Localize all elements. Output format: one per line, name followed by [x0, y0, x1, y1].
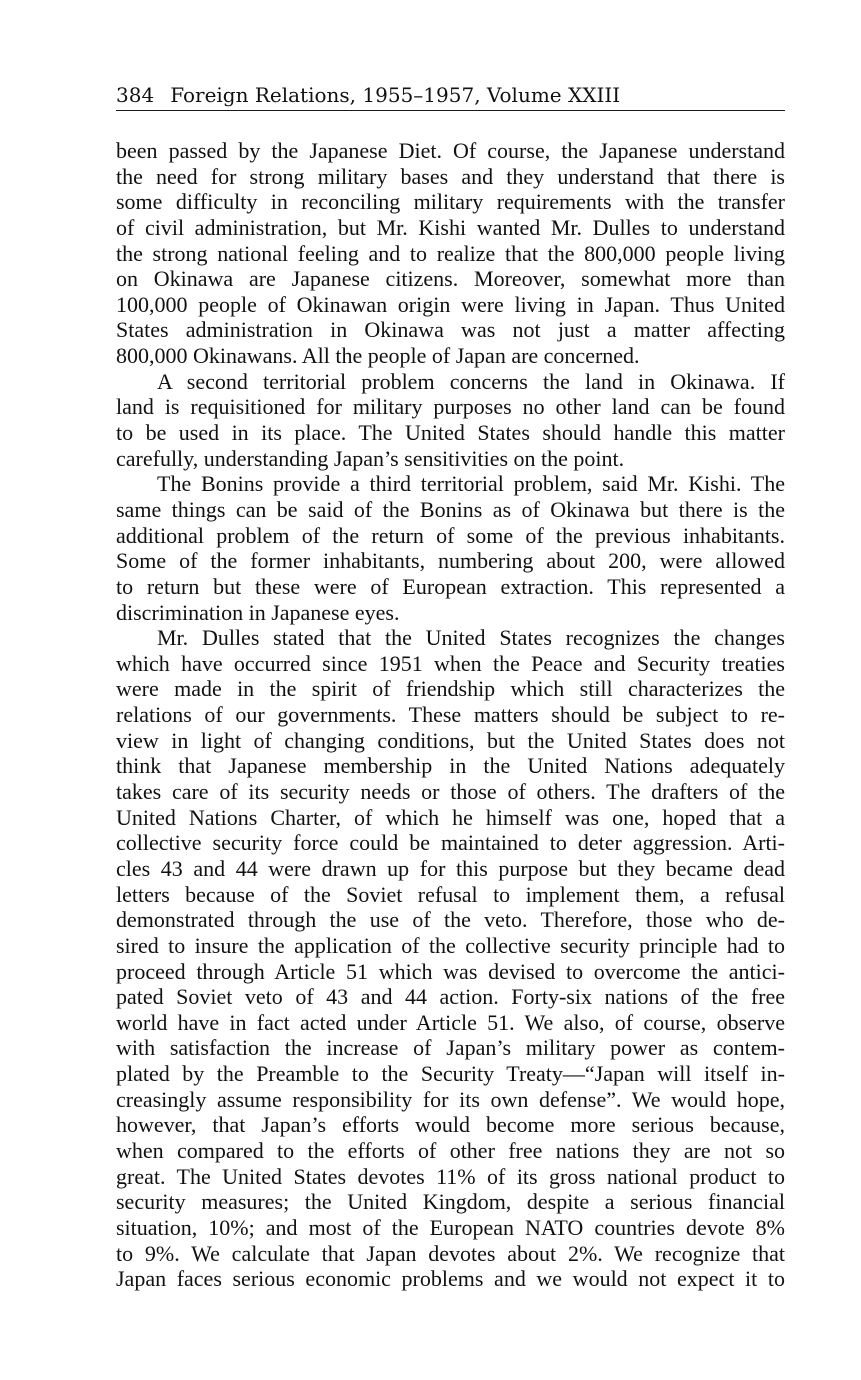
text-line: additional problem of the return of some of the previous inhabitants. — [116, 522, 785, 548]
text-line: the need for strong military bases and they understand that there is — [116, 163, 785, 189]
text-line: to return but these were of European extraction. This represented a — [116, 573, 785, 599]
page-number: 384 — [116, 83, 155, 107]
text-line: plated by the Preamble to the Security Treaty—“Japan will itself in- — [116, 1061, 785, 1087]
text-line: collective security force could be maintained to deter aggression. Arti- — [116, 830, 785, 856]
text-line: of civil administration, but Mr. Kishi wanted Mr. Dulles to understand — [116, 214, 785, 240]
text-line: however, that Japan’s efforts would become more serious because, — [116, 1112, 785, 1138]
text-line: A second territorial problem concerns the land in Okinawa. If — [157, 368, 785, 394]
text-line: land is requisitioned for military purposes no other land can be found — [116, 394, 785, 420]
text-line: letters because of the Soviet refusal to implement them, a refusal — [116, 881, 785, 907]
text-line: 800,000 Okinawans. All the people of Japan are concerned. — [116, 343, 640, 369]
text-line: view in light of changing conditions, but the United States does not — [116, 727, 785, 753]
text-line: carefully, understanding Japan’s sensitivities on the point. — [116, 445, 625, 471]
text-line: discrimination in Japanese eyes. — [116, 599, 400, 625]
text-line: Japan faces serious economic problems and we would not expect it to — [116, 1266, 785, 1292]
header-title: Foreign Relations, 1955–1957, Volume XXIII — [170, 83, 621, 107]
text-line: sired to insure the application of the collective security principle had to — [116, 932, 785, 958]
running-head — [116, 80, 785, 111]
text-line: to be used in its place. The United States should handle this matter — [116, 420, 785, 446]
text-line: proceed through Article 51 which was devised to overcome the antici- — [116, 958, 785, 984]
text-line: Some of the former inhabitants, numbering about 200, were allowed — [116, 548, 785, 574]
text-line: takes care of its security needs or those of others. The drafters of the — [116, 779, 785, 805]
text-line: been passed by the Japanese Diet. Of course, the Japanese understand — [116, 138, 785, 163]
paragraph-4 — [116, 625, 785, 1292]
text-line: demonstrated through the use of the veto. Therefore, those who de- — [116, 907, 785, 933]
text-line: security measures; the United Kingdom, despite a serious financial — [116, 1189, 785, 1215]
paragraph-3 — [116, 471, 785, 625]
text-line: when compared to the efforts of other free nations they are not so — [116, 1137, 785, 1163]
text-line: some difficulty in reconciling military requirements with the transfer — [116, 189, 785, 215]
paragraph-2 — [116, 369, 785, 472]
text-line: great. The United States devotes 11% of its gross national product to — [116, 1163, 785, 1189]
text-line: same things can be said of the Bonins as of Okinawa but there is the — [116, 496, 785, 522]
text-line: creasingly assume responsibility for its own defense”. We would hope, — [116, 1086, 785, 1112]
paragraph-1 — [116, 138, 785, 369]
text-line: Mr. Dulles stated that the United States recognizes the changes — [157, 625, 785, 651]
text-line: pated Soviet veto of 43 and 44 action. Forty-six nations of the free — [116, 984, 785, 1010]
text-line: situation, 10%; and most of the European NATO countries devote 8% — [116, 1214, 785, 1240]
body-text — [116, 138, 785, 1292]
text-line: 100,000 people of Okinawan origin were living in Japan. Thus United — [116, 291, 785, 317]
text-line: States administration in Okinawa was not just a matter affecting — [116, 317, 785, 343]
text-line: world have in fact acted under Article 51. We also, of course, observe — [116, 1009, 785, 1035]
text-line: cles 43 and 44 were drawn up for this purpose but they became dead — [116, 855, 785, 881]
text-line: The Bonins provide a third territorial problem, said Mr. Kishi. The — [157, 471, 785, 497]
text-line: which have occurred since 1951 when the Peace and Security treaties — [116, 650, 785, 676]
text-line: think that Japanese membership in the United Nations adequately — [116, 753, 785, 779]
text-line: were made in the spirit of friendship which still characterizes the — [116, 676, 785, 702]
text-line: with satisfaction the increase of Japan’s military power as contem- — [116, 1035, 785, 1061]
text-line: United Nations Charter, of which he himself was one, hoped that a — [116, 804, 785, 830]
text-line: the strong national feeling and to realize that the 800,000 people living — [116, 240, 785, 266]
text-line: on Okinawa are Japanese citizens. Moreover, somewhat more than — [116, 266, 785, 292]
text-line: to 9%. We calculate that Japan devotes about 2%. We recognize that — [116, 1240, 785, 1266]
text-line: relations of our governments. These matters should be subject to re- — [116, 702, 785, 728]
